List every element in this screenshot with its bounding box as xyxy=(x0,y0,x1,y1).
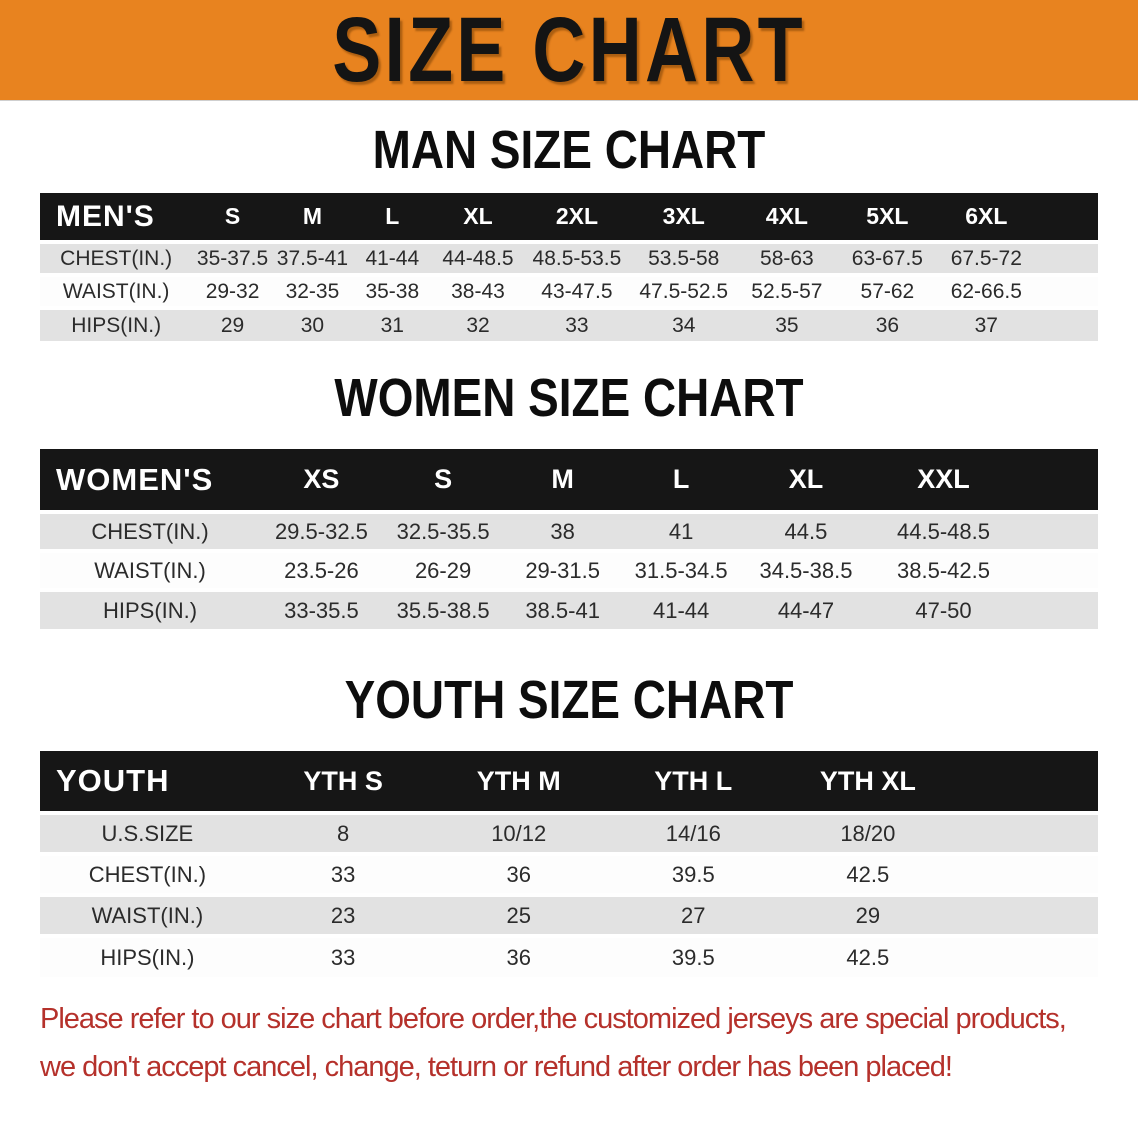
youth-size-section xyxy=(40,629,1098,977)
table-title-cell: WOMEN'S xyxy=(40,449,260,512)
size-value: 29-31.5 xyxy=(503,551,621,590)
size-value: 47-50 xyxy=(872,590,1016,629)
size-value: 33 xyxy=(255,936,432,977)
size-value: 8 xyxy=(255,813,432,854)
row-spacer-cell xyxy=(1034,308,1098,341)
size-value: 33 xyxy=(523,308,630,341)
disclaimer-line-1: Please refer to our size chart before order,the customized jerseys are special products, xyxy=(40,1003,1066,1035)
size-value: 32 xyxy=(433,308,524,341)
size-value: 41-44 xyxy=(622,590,740,629)
size-value: 63-67.5 xyxy=(837,242,939,275)
size-column-header: L xyxy=(352,193,432,242)
size-column-header: 2XL xyxy=(523,193,630,242)
size-column-header: 6XL xyxy=(938,193,1034,242)
size-column-header: YTH L xyxy=(606,751,781,813)
size-value: 43-47.5 xyxy=(523,275,630,308)
size-column-header: M xyxy=(503,449,621,512)
size-value: 38.5-42.5 xyxy=(872,551,1016,590)
row-label: WAIST(IN.) xyxy=(40,275,192,308)
size-value: 29.5-32.5 xyxy=(260,512,383,551)
size-value: 18/20 xyxy=(781,813,956,854)
row-spacer-cell xyxy=(1015,551,1098,590)
size-value: 33-35.5 xyxy=(260,590,383,629)
size-value: 26-29 xyxy=(383,551,504,590)
men-section-heading-text: MAN SIZE CHART xyxy=(372,120,766,180)
size-value: 31 xyxy=(352,308,432,341)
size-column-header: S xyxy=(192,193,272,242)
size-value: 29 xyxy=(781,895,956,936)
size-value: 37.5-41 xyxy=(273,242,352,275)
row-label: HIPS(IN.) xyxy=(40,936,255,977)
youth-section-heading-text: YOUTH SIZE CHART xyxy=(344,670,794,730)
size-value: 27 xyxy=(606,895,781,936)
size-value: 48.5-53.5 xyxy=(523,242,630,275)
row-spacer-cell xyxy=(1034,242,1098,275)
size-value: 44.5 xyxy=(740,512,871,551)
row-label: U.S.SIZE xyxy=(40,813,255,854)
women-size-section xyxy=(40,341,1098,629)
size-value: 44-47 xyxy=(740,590,871,629)
size-value: 14/16 xyxy=(606,813,781,854)
size-value: 35-38 xyxy=(352,275,432,308)
women-section-heading-text: WOMEN SIZE CHART xyxy=(334,368,804,428)
size-value: 31.5-34.5 xyxy=(622,551,740,590)
size-value: 35-37.5 xyxy=(192,242,272,275)
size-column-header: XL xyxy=(433,193,524,242)
men-size-table xyxy=(40,193,1098,341)
header-spacer-cell xyxy=(955,751,1098,813)
size-value: 34.5-38.5 xyxy=(740,551,871,590)
size-value: 10/12 xyxy=(431,813,606,854)
size-value: 35.5-38.5 xyxy=(383,590,504,629)
size-value: 32.5-35.5 xyxy=(383,512,504,551)
size-value: 41-44 xyxy=(352,242,432,275)
size-value: 23.5-26 xyxy=(260,551,383,590)
size-header-row xyxy=(40,751,1098,813)
size-column-header: YTH M xyxy=(431,751,606,813)
measurement-row xyxy=(40,854,1098,895)
men-size-section xyxy=(40,101,1098,341)
size-value: 53.5-58 xyxy=(630,242,737,275)
row-label: CHEST(IN.) xyxy=(40,854,255,895)
men-section-heading xyxy=(40,101,1098,193)
size-value: 34 xyxy=(630,308,737,341)
size-value: 38 xyxy=(503,512,621,551)
size-chart-banner xyxy=(0,0,1138,101)
row-spacer-cell xyxy=(955,813,1098,854)
measurement-row xyxy=(40,551,1098,590)
women-size-table xyxy=(40,449,1098,629)
row-spacer-cell xyxy=(955,895,1098,936)
size-value: 44-48.5 xyxy=(433,242,524,275)
row-spacer-cell xyxy=(955,854,1098,895)
size-value: 52.5-57 xyxy=(737,275,836,308)
youth-size-table xyxy=(40,751,1098,977)
measurement-row xyxy=(40,590,1098,629)
measurement-row xyxy=(40,308,1098,341)
row-label: WAIST(IN.) xyxy=(40,895,255,936)
size-column-header: YTH XL xyxy=(781,751,956,813)
row-label: WAIST(IN.) xyxy=(40,551,260,590)
size-value: 32-35 xyxy=(273,275,352,308)
row-spacer-cell xyxy=(1034,275,1098,308)
row-spacer-cell xyxy=(955,936,1098,977)
size-column-header: 5XL xyxy=(837,193,939,242)
row-label: HIPS(IN.) xyxy=(40,590,260,629)
header-spacer-cell xyxy=(1015,449,1098,512)
size-column-header: XXL xyxy=(872,449,1016,512)
table-title-cell: YOUTH xyxy=(40,751,255,813)
women-section-heading xyxy=(40,341,1098,449)
size-value: 25 xyxy=(431,895,606,936)
order-disclaimer xyxy=(40,977,1098,1091)
size-value: 39.5 xyxy=(606,854,781,895)
size-column-header: XL xyxy=(740,449,871,512)
size-value: 30 xyxy=(273,308,352,341)
measurement-row xyxy=(40,895,1098,936)
size-value: 47.5-52.5 xyxy=(630,275,737,308)
header-spacer-cell xyxy=(1034,193,1098,242)
row-spacer-cell xyxy=(1015,512,1098,551)
size-chart-content xyxy=(0,101,1138,1091)
size-value: 41 xyxy=(622,512,740,551)
size-value: 36 xyxy=(431,854,606,895)
size-header-row xyxy=(40,449,1098,512)
size-value: 42.5 xyxy=(781,854,956,895)
row-label: HIPS(IN.) xyxy=(40,308,192,341)
size-column-header: S xyxy=(383,449,504,512)
measurement-row xyxy=(40,242,1098,275)
row-label: CHEST(IN.) xyxy=(40,512,260,551)
size-value: 23 xyxy=(255,895,432,936)
size-value: 35 xyxy=(737,308,836,341)
size-value: 42.5 xyxy=(781,936,956,977)
size-value: 36 xyxy=(837,308,939,341)
size-header-row xyxy=(40,193,1098,242)
measurement-row xyxy=(40,512,1098,551)
size-value: 67.5-72 xyxy=(938,242,1034,275)
size-column-header: 3XL xyxy=(630,193,737,242)
table-title-cell: MEN'S xyxy=(40,193,192,242)
measurement-row xyxy=(40,275,1098,308)
size-value: 44.5-48.5 xyxy=(872,512,1016,551)
size-column-header: M xyxy=(273,193,352,242)
size-value: 57-62 xyxy=(837,275,939,308)
size-value: 36 xyxy=(431,936,606,977)
youth-section-heading xyxy=(40,629,1098,751)
size-value: 33 xyxy=(255,854,432,895)
size-column-header: XS xyxy=(260,449,383,512)
size-value: 62-66.5 xyxy=(938,275,1034,308)
size-column-header: 4XL xyxy=(737,193,836,242)
size-value: 39.5 xyxy=(606,936,781,977)
size-value: 38-43 xyxy=(433,275,524,308)
size-column-header: L xyxy=(622,449,740,512)
banner-title: SIZE CHART xyxy=(332,0,806,101)
row-spacer-cell xyxy=(1015,590,1098,629)
size-column-header: YTH S xyxy=(255,751,432,813)
size-value: 58-63 xyxy=(737,242,836,275)
size-value: 29 xyxy=(192,308,272,341)
measurement-row xyxy=(40,813,1098,854)
size-value: 37 xyxy=(938,308,1034,341)
measurement-row xyxy=(40,936,1098,977)
disclaimer-line-2: we don't accept cancel, change, teturn or refund after order has been placed! xyxy=(40,1051,952,1083)
size-value: 29-32 xyxy=(192,275,272,308)
size-value: 38.5-41 xyxy=(503,590,621,629)
row-label: CHEST(IN.) xyxy=(40,242,192,275)
